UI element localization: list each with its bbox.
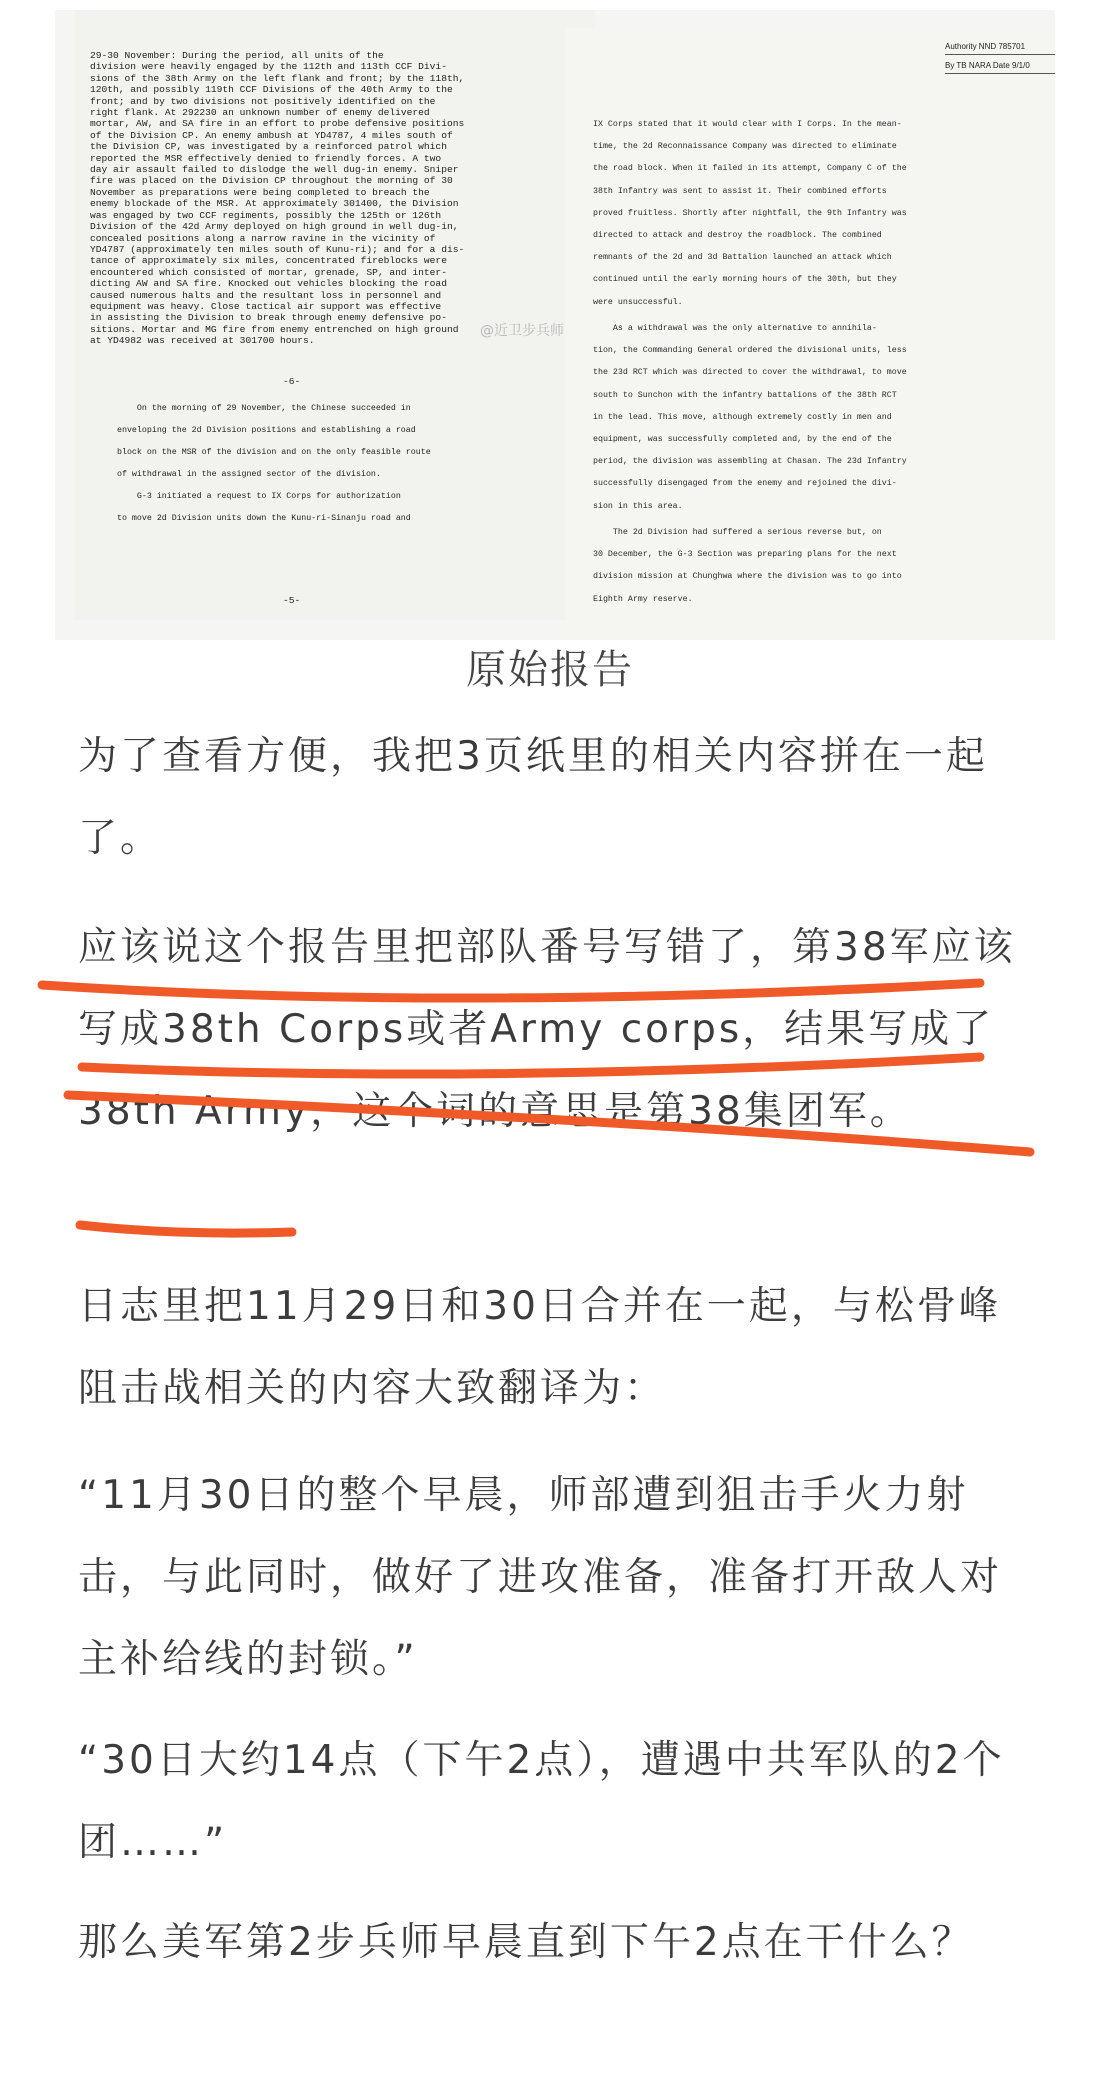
article-paragraph: 日志里把11月29日和30日合并在一起，与松骨峰阻击战相关的内容大致翻译为： — [78, 1284, 1001, 1411]
report-paragraph-29-november: On the morning of 29 November, the Chinese succeeded in enveloping the 2d Division positions and establishing a road block on the MSR of the division and on the only feasible route of withdrawal in the assigned sector of the division. G-3 initiated a request to IX Corps for authorization to move 2d Division units down the Kunu-ri-Sinanju road and — [117, 404, 431, 523]
article-paragraph: 那么美军第2步兵师早晨直到下午2点在干什么？ — [78, 1920, 974, 1965]
stamp-by: By TB NARA Date 9/1/0 — [945, 59, 1055, 74]
report-page-left — [75, 10, 595, 620]
underline-stroke — [80, 1225, 292, 1233]
report-paragraph-withdrawal: As a withdrawal was the only alternative to annihila- tion, the Commanding General ordered the divisional units, less the 23d RCT which was directed to cover the withdrawal, to move south to Sunchon with the infantry battalions of the 38th RCT in the lead. This move, although extremely costly in men and equipment, was successfully completed and, by the end of the period, the division was assembling at Chasan. The 23d Infantry successfully disengaged from the enemy and rejoined the divi- sion in this area. — [593, 324, 907, 511]
article-paragraph-quote: “11月30日的整个早晨，师部遭到狙击手火力射击，与此同时，做好了进攻准备，准备打开敌人对主补给线的封锁。” — [78, 1473, 1003, 1682]
scanned-report-image — [55, 10, 1055, 640]
page-number: -6- — [283, 376, 301, 387]
stamp-authority: Authority NND 785701 — [945, 40, 1055, 55]
declassification-stamp — [945, 40, 1055, 88]
page-number: -5- — [283, 595, 301, 606]
watermark: @近卫步兵师 — [480, 323, 564, 339]
article-paragraph: 为了查看方便，我把3页纸里的相关内容拼在一起了。 — [78, 734, 988, 861]
report-page-right — [565, 28, 1055, 640]
article-paragraph-quote: “30日大约14点（下午2点），遭遇中共军队的2个团……” — [78, 1738, 1005, 1865]
article-paragraph-highlighted: 应该说这个报告里把部队番号写错了，第38军应该写成38th Corps或者Army corps，结果写成了38th Army，这个词的意思是第38集团军。 — [78, 925, 1016, 1134]
report-paragraph-29-30-november: 29-30 November: During the period, all units of the division were heavily engaged by the 112th and 113th CCF Divi- sions of the 38th Army on the left flank and front; by the 118th, 120th, and possibly 119th CCF Divisions of the 40th Army to the front; and by two divisions not positively identified on the right flank. At 292230 an unknown number of enemy delivered mortar, AW, and SA fire in an effort to probe defensive positions of the Division CP. An enemy ambush at YD4787, 4 miles south of the Division CP, was investigated by a reinforced patrol which reported the MSR effectively denied to friendly forces. A two day air assault failed to dislodge the well dug-in enemy. Sniper fire was placed on the Division CP throughout the morning of 30 November as preparations were being completed to breach the enemy blockade of the MSR. At approximately 301400, the Division was engaged by two CCF regiments, possibly the 125th or 126th Division of the 42d Army deployed on high ground in well dug-in, concealed positions along a narrow ravine in the vicinity of YD4787 (approximately ten miles south of Kunu-ri); and for a dis- tance of approximately six miles, concentrated fireblocks were encountered which consisted of mortar, grenade, SP, and inter- dicting AW and SA fire. Knocked out vehicles blocking the road caused numerous halts and the resultant loss in personnel and equipment was heavy. Close tactical air support was effective in assisting the Division to break through enemy defensive po- sitions. Mortar and MG fire from enemy entrenched on high ground at YD4982 was received at 301700 hours. — [90, 50, 465, 347]
report-paragraph-ix-corps: IX Corps stated that it would clear with I Corps. In the mean- time, the 2d Reconnaissance Company was directed to eliminate the road block. When it failed in its attempt, Company C of the 38th Infantry was sent to assist it. Their combined efforts proved fruitless. Shortly after nightfall, the 9th Infantry was directed to attack and destroy the roadblock. The combined remnants of the 2d and 3d Battalion launched an attack which continued until the early morning hours of the 30th, but they were unsuccessful. — [593, 120, 907, 307]
image-caption: 原始报告 — [466, 647, 634, 693]
report-paragraph-serious-reverse: The 2d Division had suffered a serious reverse but, on 30 December, the G-3 Section was preparing plans for the next division mission at Chunghwa where the division was to go into Eighth Army reserve. — [593, 528, 902, 604]
